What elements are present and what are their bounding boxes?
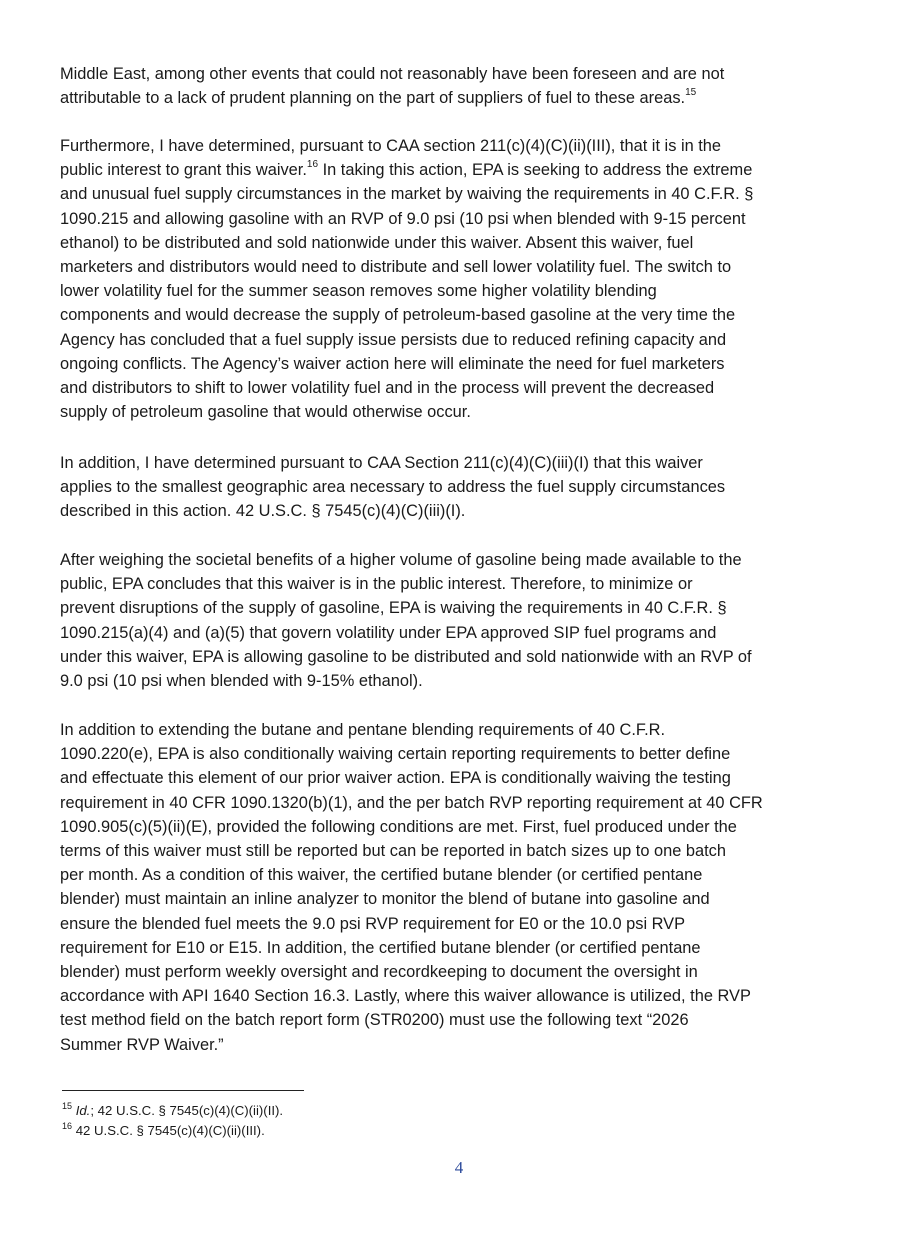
text-line: per month. As a condition of this waiver, the certified butane blender (or certified pentane	[60, 866, 703, 885]
text-line: prevent disruptions of the supply of gasoline, EPA is waiving the requirements in 40 C.F.R. §	[60, 599, 727, 618]
text-line: under this waiver, EPA is allowing gasoline to be distributed and sold nationwide with an RVP of	[60, 647, 752, 666]
text-line: components and would decrease the supply of petroleum-based gasoline at the very time the	[60, 306, 736, 325]
text-line: lower volatility fuel for the summer season removes some higher volatility blending	[60, 282, 657, 301]
text-line-tail: In taking this action, EPA is seeking to address the extreme	[318, 161, 753, 180]
text-line: Furthermore, I have determined, pursuant to CAA section 211(c)(4)(C)(ii)(III), that it is in the	[60, 137, 722, 155]
paragraph-middle-east	[60, 62, 850, 110]
text-line: ongoing conflicts. The Agency’s waiver action here will eliminate the need for fuel marketers	[60, 354, 725, 373]
text-line: and effectuate this element of our prior waiver action. EPA is conditionally waiving the testing	[60, 769, 731, 788]
paragraph-public-interest	[60, 134, 850, 424]
paragraph-societal-benefits	[60, 548, 850, 693]
text-line: ensure the blended fuel meets the 9.0 psi RVP requirement for E0 or the 10.0 psi RVP	[60, 914, 686, 933]
text-line: test method field on the batch report form (STR0200) must use the following text “2026	[60, 1011, 689, 1030]
text-line: In addition to extending the butane and pentane blending requirements of 40 C.F.R.	[60, 721, 666, 739]
text-line: Summer RVP Waiver.”	[60, 1035, 224, 1054]
page-number: 4	[454, 1158, 464, 1177]
text-line: blender) must perform weekly oversight and recordkeeping to document the oversight in	[60, 963, 698, 982]
text-line: In addition, I have determined pursuant to CAA Section 211(c)(4)(C)(iii)(I) that this waiver	[60, 454, 703, 472]
footnote-text: ; 42 U.S.C. § 7545(c)(4)(C)(ii)(II).	[90, 1103, 284, 1118]
text-line	[60, 158, 850, 182]
text-line: Middle East, among other events that could not reasonably have been foreseen and are not	[60, 65, 725, 83]
footnote-text: 42 U.S.C. § 7545(c)(4)(C)(ii)(III).	[75, 1123, 265, 1138]
paragraph-reporting-requirements	[60, 718, 850, 1057]
text-line: public, EPA concludes that this waiver is in the public interest. Therefore, to minimize or	[60, 575, 693, 594]
text-line: 1090.215(a)(4) and (a)(5) that govern volatility under EPA approved SIP fuel programs and	[60, 623, 717, 642]
footnote-16	[62, 1122, 265, 1140]
text-line: terms of this waiver must still be reported but can be reported in batch sizes up to one batch	[60, 842, 726, 861]
text-line-body: public interest to grant this waiver.	[60, 161, 307, 180]
paragraph-geographic-area	[60, 451, 850, 524]
text-line: requirement for E10 or E15. In addition, the certified butane blender (or certified pentane	[60, 938, 701, 957]
text-line: described in this action. 42 U.S.C. § 7545(c)(4)(C)(iii)(I).	[60, 502, 466, 521]
text-line: and distributors to shift to lower volatility fuel and in the process will prevent the decreased	[60, 379, 715, 398]
text-line: 9.0 psi (10 psi when blended with 9-15% ethanol).	[60, 672, 423, 691]
text-line: 1090.905(c)(5)(ii)(E), provided the following conditions are met. First, fuel produced under the	[60, 817, 737, 836]
text-line: marketers and distributors would need to distribute and sell lower volatility fuel. The switch to	[60, 258, 732, 277]
text-line: ethanol) to be distributed and sold nationwide under this waiver. Absent this waiver, fuel	[60, 233, 694, 252]
footnote-italic: Id.	[75, 1103, 91, 1118]
text-line: After weighing the societal benefits of a higher volume of gasoline being made available to the	[60, 551, 742, 569]
footnote-separator	[62, 1090, 304, 1091]
text-line: blender) must maintain an inline analyzer to monitor the blend of butane into gasoline and	[60, 890, 710, 909]
footnote-number: 15	[62, 1100, 73, 1111]
text-line: requirement in 40 CFR 1090.1320(b)(1), and the per batch RVP reporting requirement at 40 CFR	[60, 793, 763, 812]
text-line-body: attributable to a lack of prudent planning on the part of suppliers of fuel to these areas.	[60, 89, 686, 108]
text-line: and unusual fuel supply circumstances in the market by waiving the requirements in 40 C.F.R. §	[60, 185, 754, 204]
text-line: Agency has concluded that a fuel supply issue persists due to reduced refining capacity and	[60, 330, 727, 349]
text-line	[60, 86, 850, 110]
text-line: 1090.215 and allowing gasoline with an RVP of 9.0 psi (10 psi when blended with 9-15 percent	[60, 209, 746, 228]
text-line: accordance with API 1640 Section 16.3. Lastly, where this waiver allowance is utilized, the RVP	[60, 987, 751, 1006]
text-line: applies to the smallest geographic area necessary to address the fuel supply circumstances	[60, 478, 726, 497]
text-line: 1090.220(e), EPA is also conditionally waiving certain reporting requirements to better define	[60, 745, 731, 764]
footnote-ref-16[interactable]: 16	[306, 158, 319, 170]
footnote-ref-15[interactable]: 15	[685, 86, 697, 98]
text-line: supply of petroleum gasoline that would otherwise occur.	[60, 403, 471, 422]
footnote-number: 16	[62, 1120, 73, 1131]
footnote-15	[62, 1102, 283, 1120]
